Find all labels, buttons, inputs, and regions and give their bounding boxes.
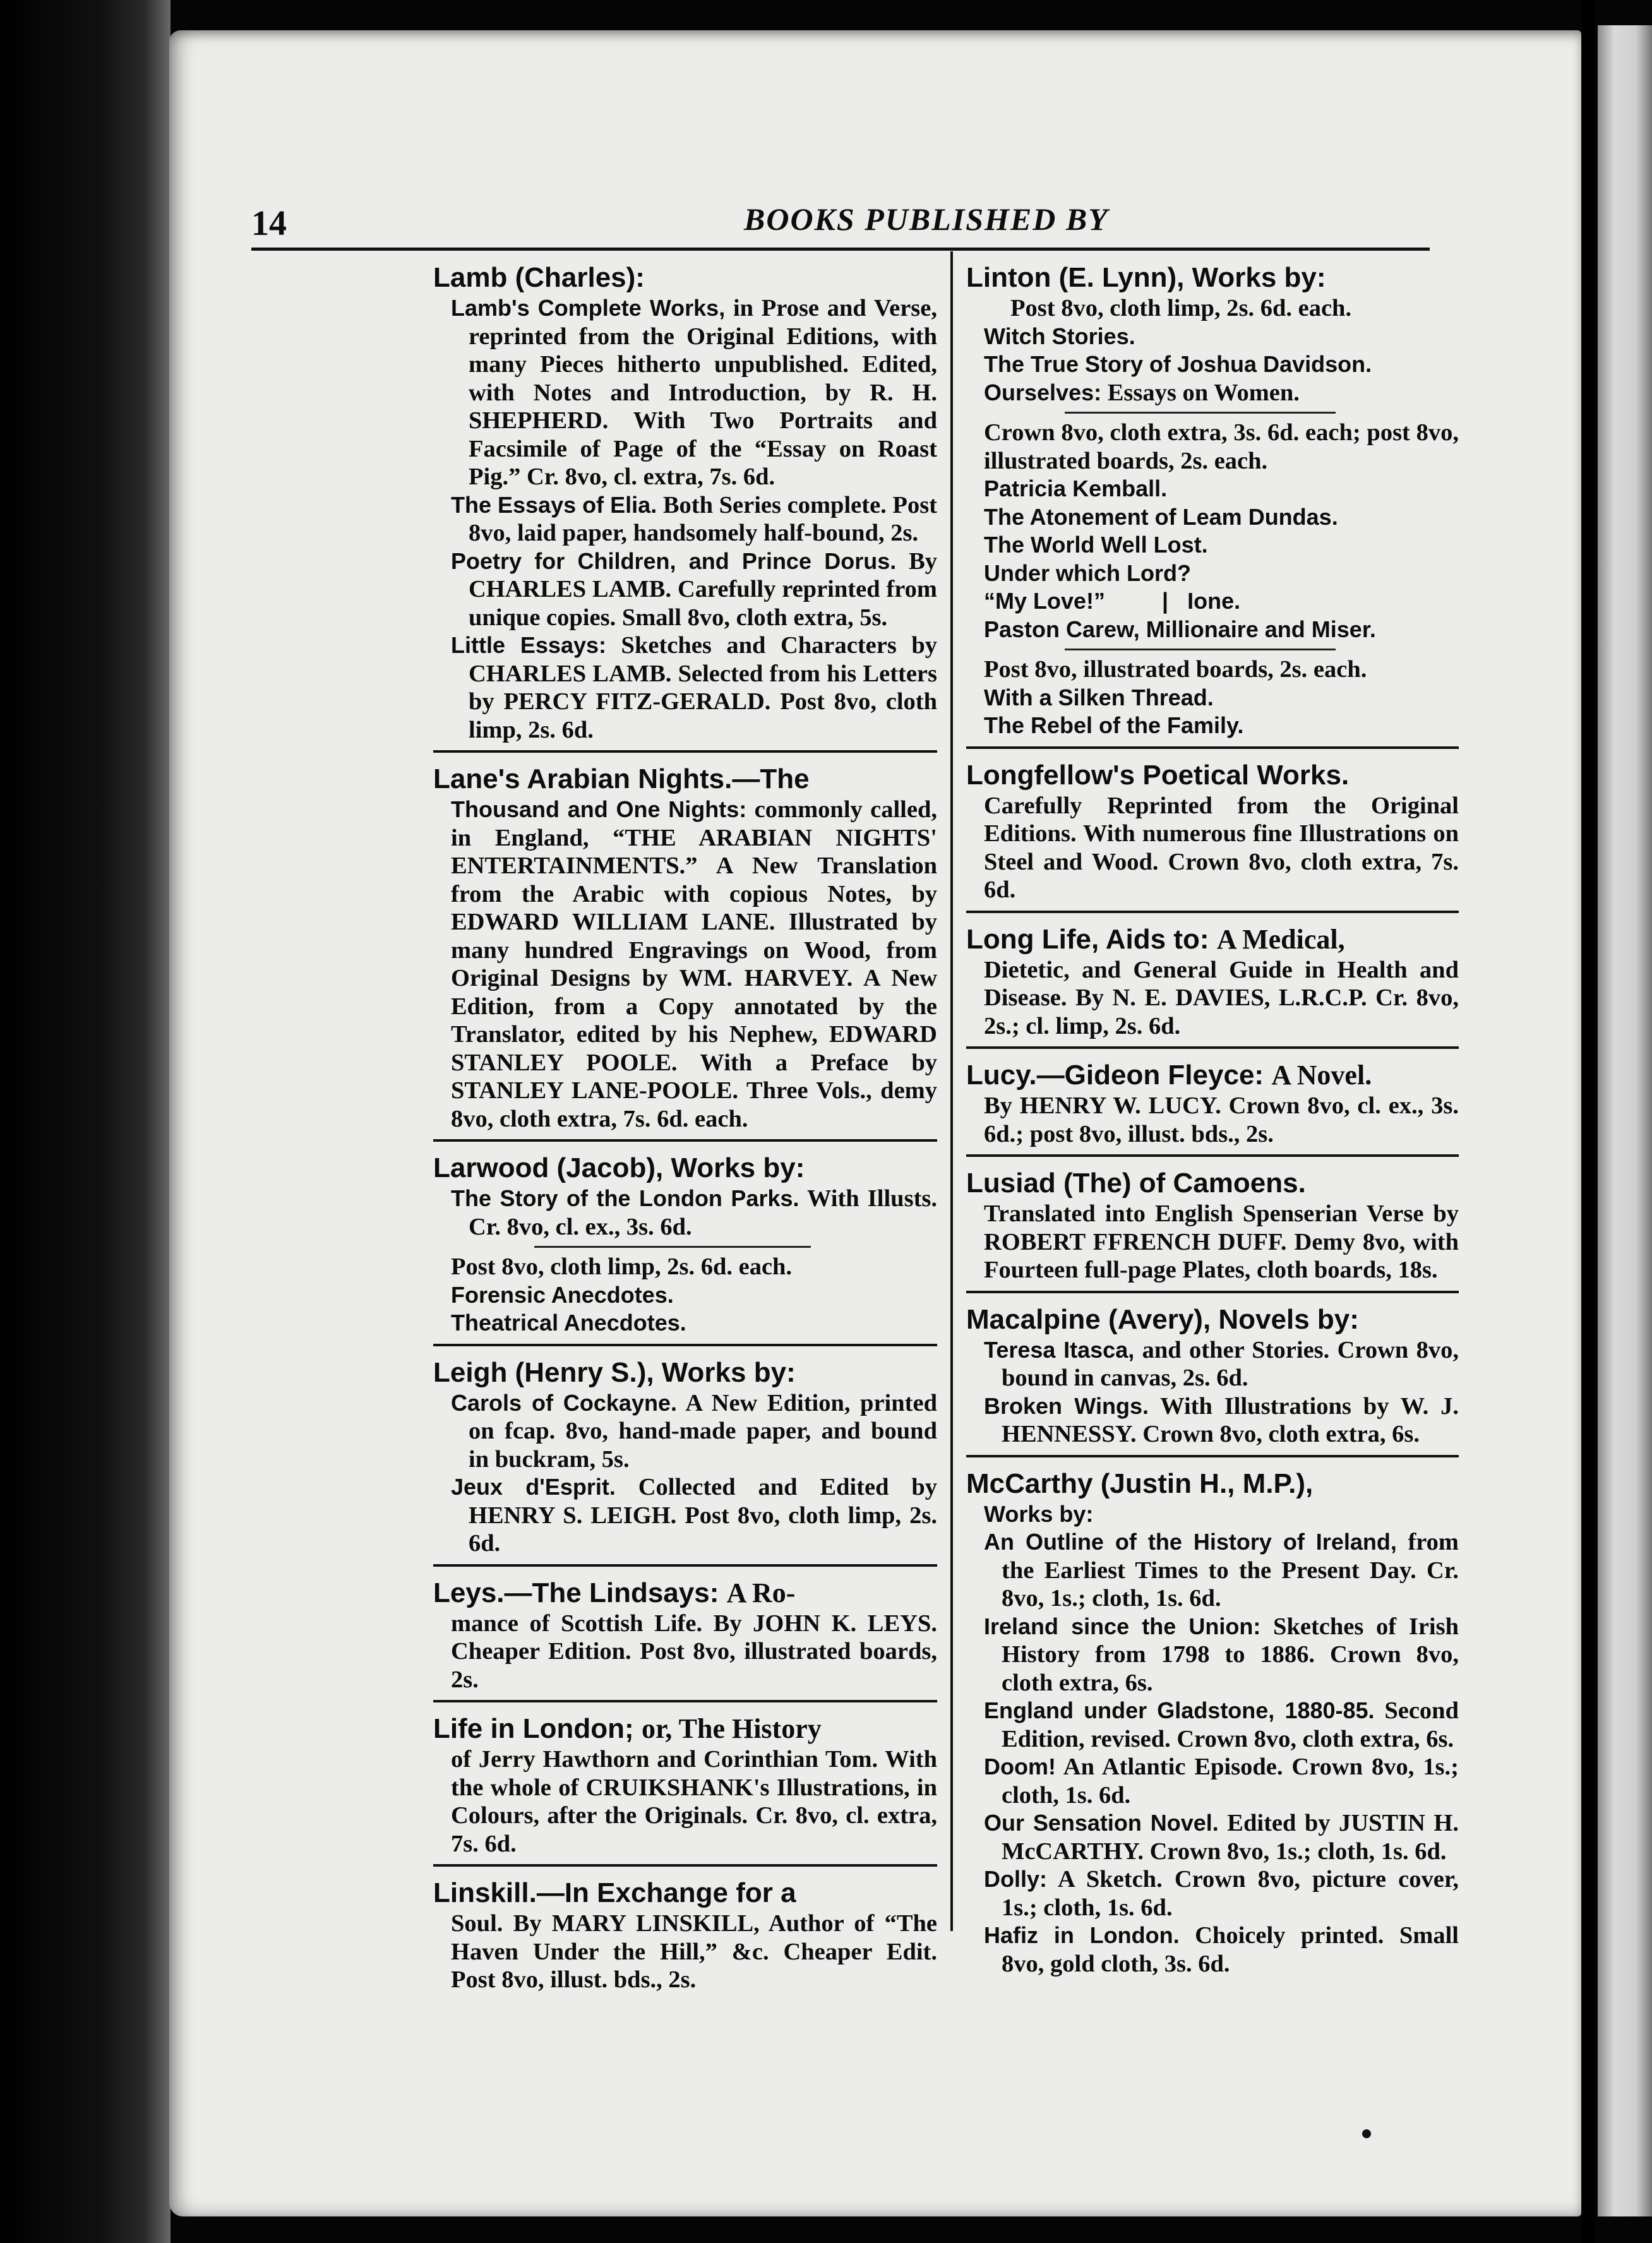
list-item: Broken Wings. With Illustrations by W. J. HENNESSY. Crown 8vo, cloth extra, 6s. bbox=[984, 1392, 1459, 1447]
page-number: 14 bbox=[251, 204, 287, 243]
entry-long-life bbox=[966, 921, 1459, 1050]
entry-body: Thousand and One Nights: commonly called, in England, “THE ARABIAN NIGHTS' ENTERTAINMENTS.” A New Translation from the Arabic with copious Notes, by EDWARD WILLIAM LANE. Illustrated by many hundred Engravings on Wood, from Original Designs by WM. HARVEY. A New Edition, from a Copy annotated by the Translator, edited by his Nephew, EDWARD STANLEY POOLE. With a Preface by STANLEY LANE-POOLE. Three Vols., demy 8vo, cloth extra, 7s. 6d. each. bbox=[451, 796, 938, 1132]
entry-body: of Jerry Hawthorn and Corinthian Tom. With the whole of CRUIKSHANK's Illustrations, in Colours, after the Originals. Cr. 8vo, cl. extra, 7s. 6d. bbox=[451, 1746, 937, 1857]
entry-heading: Larwood (Jacob), Works by: bbox=[433, 1152, 805, 1183]
running-head: BOOKS PUBLISHED BY bbox=[744, 201, 1109, 237]
book-title: Witch Stories. bbox=[984, 323, 1135, 349]
entry-heading: McCarthy (Justin H., M.P.), bbox=[966, 1468, 1314, 1499]
book-title: Patricia Kemball. bbox=[984, 476, 1168, 501]
entry-lusiad bbox=[966, 1164, 1459, 1293]
list-item: Lamb's Complete Works, in Prose and Verse, reprinted from the Original Editions, with many Pieces hitherto unpublished. Edited, with Notes and Introduction, by R. H. SHEPHERD. With Two Portraits and Facsimile of Page of the “Essay on Roast Pig.” Cr. 8vo, cl. extra, 7s. 6d. bbox=[451, 295, 938, 490]
book-title: The Atonement of Leam Dundas. bbox=[984, 503, 1338, 530]
entry-longfellow bbox=[966, 757, 1459, 913]
book-title: Paston Carew, Millionaire and Miser. bbox=[984, 616, 1376, 642]
price-note: Crown 8vo, cloth extra, 3s. 6d. each; post 8vo, illustrated boards, 2s. each. bbox=[984, 419, 1459, 474]
entry-heading: Longfellow's Poetical Works. bbox=[966, 759, 1350, 791]
list-item: England under Gladstone, 1880-85. Second Edition, revised. Crown 8vo, cloth extra, 6s. bbox=[984, 1697, 1459, 1752]
price-note: Post 8vo, illustrated boards, 2s. each. bbox=[984, 656, 1367, 683]
entry-lane bbox=[433, 760, 937, 1142]
book-title: The True Story of Joshua Davidson. bbox=[984, 351, 1372, 377]
entry-body: Soul. By MARY LINSKILL, Author of “The Haven Under the Hill,” &c. Cheaper Edit. Post 8vo, illust. bds., 2s. bbox=[451, 1910, 937, 1993]
entry-heading: Leigh (Henry S.), Works by: bbox=[433, 1356, 796, 1388]
book-title: With a Silken Thread. bbox=[984, 684, 1214, 710]
list-item: Teresa Itasca, and other Stories. Crown 8vo, bound in canvas, 2s. 6d. bbox=[984, 1336, 1459, 1391]
column-divider bbox=[950, 251, 953, 1931]
book-title: Ourselves: Essays on Women. bbox=[984, 379, 1300, 406]
page-header bbox=[251, 201, 1446, 251]
entry-body: By HENRY W. LUCY. Crown 8vo, cl. ex., 3s. 6d.; post 8vo, illust. bds., 2s. bbox=[984, 1092, 1459, 1147]
entry-leys bbox=[433, 1574, 937, 1703]
header-rule bbox=[251, 248, 1430, 251]
entry-heading: Leys.—The Lindsays: A Ro- bbox=[433, 1577, 796, 1608]
book-title-pair: “My Love!” | Ione. bbox=[984, 588, 1241, 614]
book-title: The Rebel of the Family. bbox=[984, 712, 1244, 738]
list-item: Dolly: A Sketch. Crown 8vo, picture cover, 1s.; cloth, 1s. 6d. bbox=[984, 1866, 1459, 1921]
short-rule bbox=[1065, 649, 1336, 650]
entry-macalpine bbox=[966, 1301, 1459, 1457]
scan-gutter bbox=[1582, 0, 1595, 2243]
scan-binding-shadow bbox=[0, 0, 171, 2243]
short-rule bbox=[534, 1246, 811, 1248]
list-item: Jeux d'Esprit. Collected and Edited by HENRY S. LEIGH. Post 8vo, cloth limp, 2s. 6d. bbox=[451, 1474, 938, 1557]
entry-linskill bbox=[433, 1874, 937, 2001]
entry-lucy bbox=[966, 1056, 1459, 1157]
list-item: Doom! An Atlantic Episode. Crown 8vo, 1s.; cloth, 1s. 6d. bbox=[984, 1754, 1459, 1809]
list-item: Ireland since the Union: Sketches of Irish History from 1798 to 1886. Crown 8vo, cloth extra, 6s. bbox=[984, 1613, 1459, 1696]
left-column bbox=[433, 259, 937, 2008]
entry-heading: Lane's Arabian Nights.—The bbox=[433, 763, 810, 794]
list-item: Our Sensation Novel. Edited by JUSTIN H. McCARTHY. Crown 8vo, 1s.; cloth, 1s. 6d. bbox=[984, 1810, 1459, 1865]
entry-linton bbox=[966, 259, 1459, 749]
list-item: Carols of Cockayne. A New Edition, printed on fcap. 8vo, hand-made paper, and bound in buckram, 5s. bbox=[451, 1389, 937, 1473]
entry-heading: Lusiad (The) of Camoens. bbox=[966, 1168, 1306, 1199]
book-title: The World Well Lost. bbox=[984, 532, 1208, 558]
entry-subheading: Works by: bbox=[984, 1500, 1094, 1527]
entry-heading: Macalpine (Avery), Novels by: bbox=[966, 1303, 1359, 1335]
list-item: Little Essays: Sketches and Characters by CHARLES LAMB. Selected from his Letters by PERCY FITZ-GERALD. Post 8vo, cloth limp, 2s. 6d. bbox=[451, 632, 937, 743]
entry-heading: Life in London; or, The History bbox=[433, 1713, 822, 1744]
entry-heading: Lucy.—Gideon Fleyce: A Novel. bbox=[966, 1060, 1372, 1091]
list-item: The Essays of Elia. Both Series complete. Post 8vo, laid paper, handsomely half-bound, 2s. bbox=[451, 491, 937, 546]
entry-mccarthy bbox=[966, 1465, 1459, 1985]
book-title: Under which Lord? bbox=[984, 559, 1191, 586]
list-item: An Outline of the History of Ireland, from the Earliest Times to the Present Day. Cr. 8vo, 1s.; cloth, 1s. 6d. bbox=[984, 1529, 1459, 1612]
price-note: Post 8vo, cloth limp, 2s. 6d. each. bbox=[451, 1253, 793, 1280]
entry-larwood bbox=[433, 1149, 937, 1346]
facing-page-edge bbox=[1598, 25, 1652, 2216]
list-item: The Story of the London Parks. With Illusts. Cr. 8vo, cl. ex., 3s. 6d. bbox=[451, 1185, 938, 1240]
right-column bbox=[966, 259, 1459, 1992]
entry-heading: Long Life, Aids to: A Medical, bbox=[966, 923, 1345, 955]
entry-heading: Linton (E. Lynn), Works by: bbox=[966, 262, 1326, 293]
scan-speck bbox=[1362, 2129, 1371, 2138]
entry-body: Translated into English Spenserian Verse by ROBERT FFRENCH DUFF. Demy 8vo, with Fourteen full-page Plates, cloth boards, 18s. bbox=[984, 1200, 1459, 1283]
entry-life-in-london bbox=[433, 1710, 937, 1867]
book-title: Forensic Anecdotes. bbox=[451, 1281, 674, 1308]
list-item: Hafiz in London. Choicely printed. Small 8vo, gold cloth, 3s. 6d. bbox=[984, 1922, 1459, 1977]
entry-leigh bbox=[433, 1354, 937, 1567]
entry-body: mance of Scottish Life. By JOHN K. LEYS. Cheaper Edition. Post 8vo, illustrated boards, 2s. bbox=[451, 1610, 937, 1693]
entry-heading: Lamb (Charles): bbox=[433, 262, 645, 293]
book-title: Theatrical Anecdotes. bbox=[451, 1310, 686, 1336]
list-item: Poetry for Children, and Prince Dorus. By CHARLES LAMB. Carefully reprinted from unique copies. Small 8vo, cloth extra, 5s. bbox=[451, 547, 937, 631]
entry-heading: Linskill.—In Exchange for a bbox=[433, 1877, 796, 1908]
entry-lamb bbox=[433, 259, 937, 753]
entry-body: Carefully Reprinted from the Original Editions. With numerous fine Illustrations on Steel and Wood. Crown 8vo, cloth extra, 7s. 6d. bbox=[984, 792, 1459, 903]
price-note: Post 8vo, cloth limp, 2s. 6d. each. bbox=[1010, 295, 1352, 321]
short-rule bbox=[1065, 412, 1336, 414]
entry-body: Dietetic, and General Guide in Health and Disease. By N. E. DAVIES, L.R.C.P. Cr. 8vo, 2s.; cl. limp, 2s. 6d. bbox=[984, 956, 1459, 1039]
